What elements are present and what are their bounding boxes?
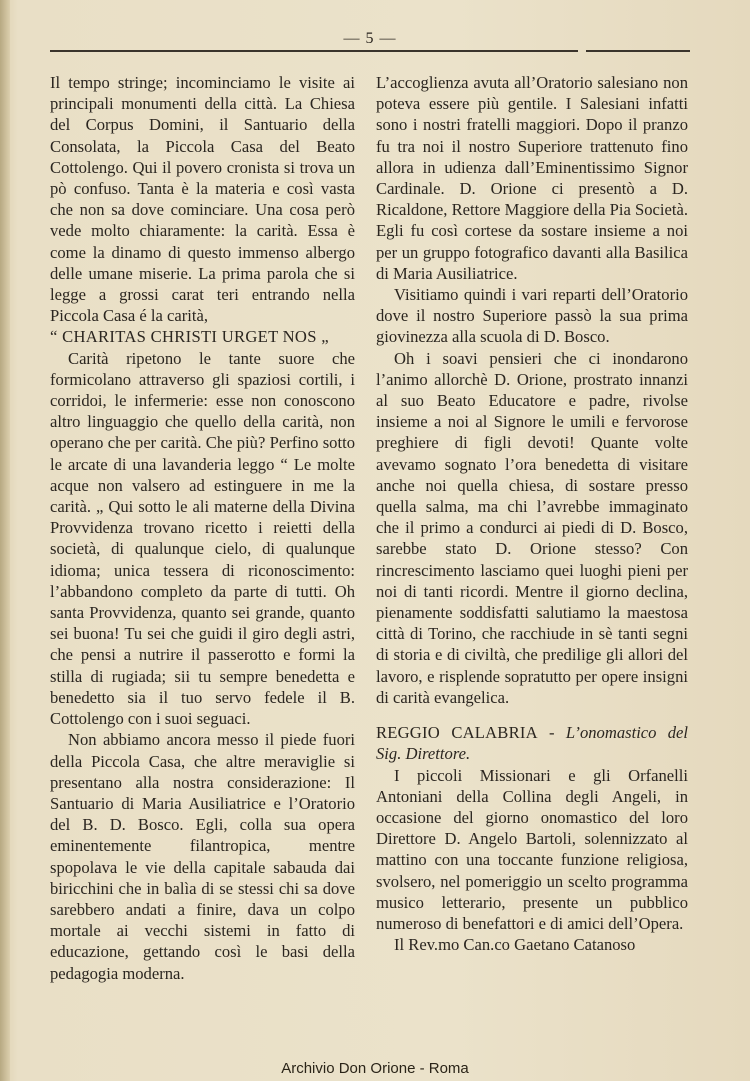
right-paragraph-4: I piccoli Missionari e gli Orfanelli Antoniani della Collina degli Angeli, in occasione del giorno onomastico del loro Direttore D. Angelo Bartoli, solennizzato al mattino con una toccante funzione religiosa, svolsero, nel pomeriggio un scelto programma musico letterario, presente un pubblico numeroso di benefattori e di amici dell’Opera. bbox=[376, 765, 688, 933]
header-rule-right bbox=[586, 50, 690, 52]
motto-line: “ CHARITAS CHRISTI URGET NOS „ bbox=[50, 327, 329, 347]
archive-label: Archivio Don Orione - Roma bbox=[281, 1060, 469, 1077]
right-paragraph-3: Oh i soavi pensieri che ci inondarono l’animo allorchè D. Orione, prostrato innanzi al suo Beato Educatore e padre, rivolse insieme a noi al Signore le umili e fervorose preghiere di figli devoti! Quante volte avevamo sognato l’ora benedetta di visitare anche noi quella chiesa, di sostare presso quella salma, ma chi l’avrebbe immaginato che il primo a condurci ai piedi di D. Bosco, sarebbe stato D. Orione stesso? Con rincrescimento lasciamo quei luoghi pieni per noi di tanti ricordi. Mentre il giorno declina, pienamente soddisfatti salutiamo la maestosa città di Torino, che racchiude in sè tanti segni di storia e di civiltà, che predilige gli allori del lavoro, e risplende sopratutto per opere insigni di carità evangelica. bbox=[376, 348, 688, 707]
section-title: L’onomastico del Sig. Direttore. bbox=[376, 723, 688, 764]
section-place: REGGIO CALABRIA bbox=[376, 723, 538, 743]
section-heading bbox=[376, 722, 688, 764]
right-paragraph-5: Il Rev.mo Can.co Gaetano Catanoso bbox=[394, 935, 636, 955]
right-column bbox=[376, 72, 688, 955]
header-rule-left bbox=[50, 50, 578, 52]
left-paragraph-2: Carità ripetono le tante suore che formicolano attraverso gli spaziosi cortili, i corridoi, le infermerie: esse non conoscono altro linguaggio che quello della carità, non operano che per carità. Che più? Perfino sotto le arcate di una lavanderia leggo “ Le molte acque non valsero ad estinguere in me la carità. „ Qui sotto le ali materne della Divina Provvidenza trovano ricetto i reietti della società, di qualunque cielo, di qualunque idioma; unica tessera di riconoscimento: l’abbandono completo da parte di tutti. Oh santa Provvidenza, quanto sei grande, quanto sei buona! Tu sei che guidi il giro degli astri, che pensi a nutrire il passerotto e formi la stilla di rugiada; sii tu sempre benedetta e benedetto sia il tuo servo fedele il B. Cottolengo con i suoi seguaci. bbox=[50, 348, 355, 729]
left-column bbox=[50, 72, 355, 984]
right-paragraph-1: L’accoglienza avuta all’Oratorio salesiano non poteva essere più gentile. I Salesiani infatti sono i nostri fratelli maggiori. Dopo il pranzo fu tra noi il nostro Superiore trattenuto fino allora in udienza dall’Eminentissimo Signor Cardinale. D. Orione ci presentò a D. Ricaldone, Rettore Maggiore della Pia Società. Egli fu così cortese da sostare insieme a noi per un gruppo fotografico davanti alla Basilica di Maria Ausiliatrice. bbox=[376, 73, 688, 283]
left-paragraph-1: Il tempo stringe; incominciamo le visite ai principali monumenti della città. La Chiesa del Corpus Domini, il Santuario della Consolata, la Piccola Casa del Beato Cottolengo. Qui il povero cronista si trova un pò confuso. Tanta è la materia e così vasta che non sa dove cominciare. Una cosa però vede molto chiaramente: la carità. Essa è come la dinamo di questo immenso albergo delle umane miserie. La prima parola che si legge a grossi carat teri entrando nella Piccola Casa é la carità, bbox=[50, 73, 355, 326]
page-header bbox=[50, 30, 690, 60]
page-edge-shadow bbox=[0, 0, 10, 1081]
right-paragraph-2: Visitiamo quindi i vari reparti dell’Oratorio dove il nostro Superiore passò la sua prima giovinezza alla scuola di D. Bosco. bbox=[376, 285, 688, 347]
section-separator: - bbox=[537, 723, 566, 743]
archive-footer bbox=[0, 1060, 750, 1077]
left-paragraph-3: Non abbiamo ancora messo il piede fuori della Piccola Casa, che altre meraviglie si presentano alla nostra considerazione: Il Santuario di Maria Ausiliatrice e l’Oratorio del B. D. Bosco. Egli, colla sua opera eminentemente filantropica, mentre spopolava le vie della capitale sabauda dai biricchini che in balìa di se stessi chi sa dove sarebbero andati a finire, dava un colpo mortale ai vecchi sistemi in fatto di educazione, gettando così le basi della pedagogia moderna. bbox=[50, 730, 355, 983]
page-number: — 5 — bbox=[343, 30, 397, 47]
